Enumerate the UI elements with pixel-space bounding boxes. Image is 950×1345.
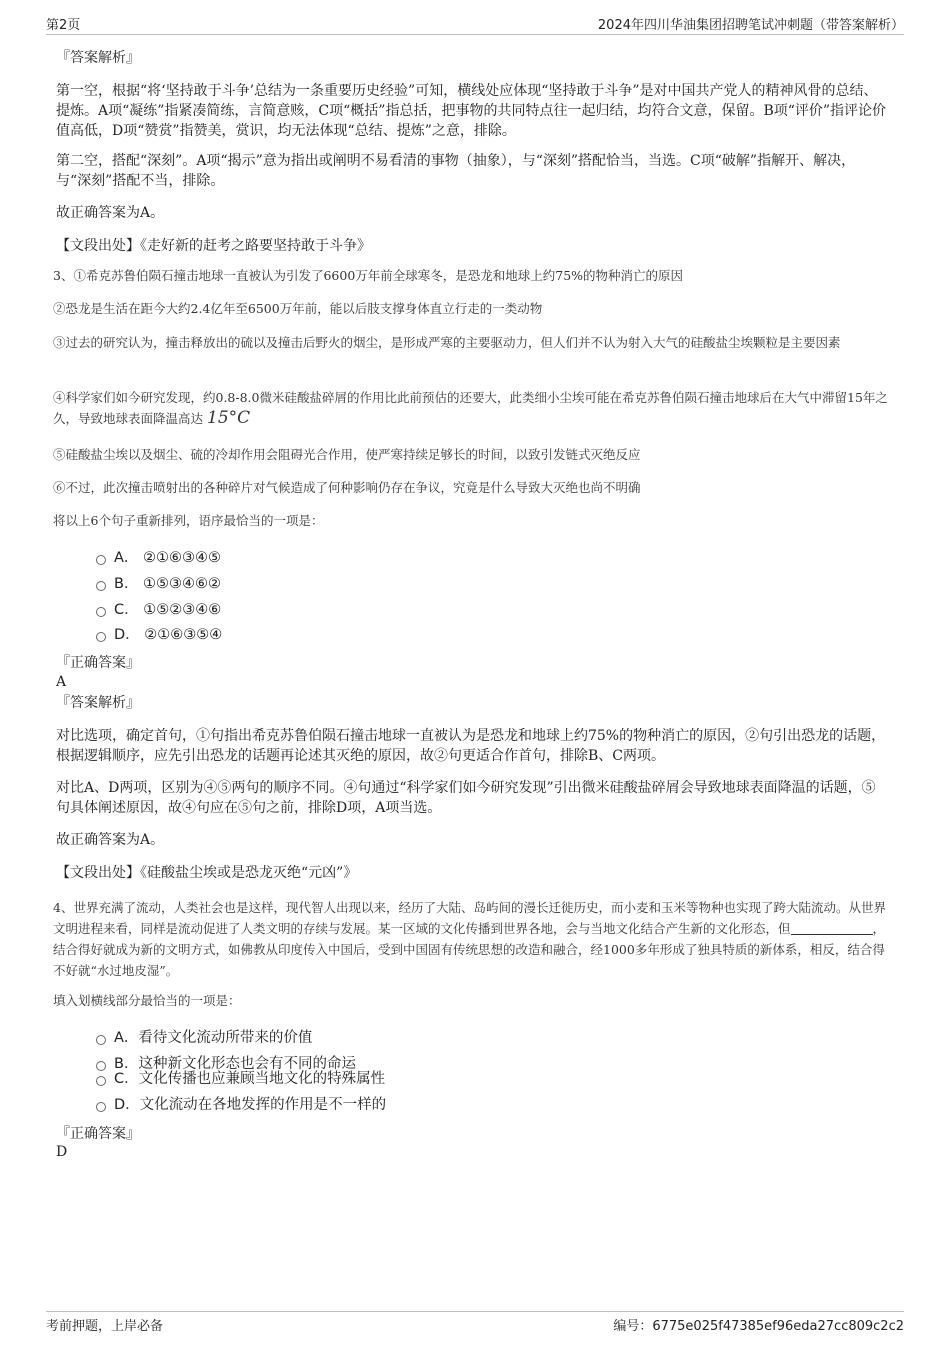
q3-prompt: 将以上6个句子重新排列，语序最恰当的一项是： [53,513,324,528]
q3-option-d[interactable]: D． ②①⑥③⑤④ [96,626,222,644]
q3-sentence-2: ②恐龙是生活在距今大约2.4亿年至6500万年前，能以后肢支撑身体直立行走的一类动物 [53,301,543,316]
page-footer [46,1311,904,1334]
q3-option-b[interactable]: B． ①⑤③④⑥② [96,575,221,593]
radio-icon[interactable] [96,1076,106,1086]
radio-icon[interactable] [96,632,106,642]
q4-option-b[interactable]: B．这种新文化形态也会有不同的命运 [96,1055,356,1073]
q4-passage: 4、世界充满了流动，人类社会也是这样，现代智人出现以来，经历了大陆、岛屿间的漫长迁徙历史，而小麦和玉米等物种也实现了跨大陆流动。从世界文明进程来看，同样是流动促进了人类文明的存续与发展。某一区域的文化传播到世界各地，会与当地文化结合产生新的文化形态，但 ，结合得好就成为新的文明方式，如佛教从印度传入中国后，受到中国固有传统思想的改造和融合，经1000多年形成了独具特质的新体系，相反，结合得不好就“水过地皮湿”。 [53,900,886,978]
analysis-label: 『答案解析』 [56,50,140,66]
q3-analysis-paragraph-2: 对比A、D两项，区别为④⑤两句的顺序不同。④句通过“科学家们如今研究发现”引出微米硅酸盐碎屑会导致地球表面降温的话题，⑤句具体阐述原因，故④句应在⑤句之前，排除D项，A项当选。 [56,780,876,816]
q4-answer: D [56,1144,68,1160]
page-header [46,14,904,35]
radio-icon[interactable] [96,555,106,565]
q3-sentence-5: ⑤硅酸盐尘埃以及烟尘、硫的冷却作用会阻碍光合作用，使严寒持续足够长的时间，以致引发链式灭绝反应 [53,447,641,462]
q3-answer-label: 『正确答案』 [56,655,140,671]
radio-icon[interactable] [96,1035,106,1045]
footer-slogan: 考前押题，上岸必备 [46,1319,164,1334]
q3-source-reference: 【文段出处】《硅酸盐尘埃或是恐龙灭绝“元凶”》 [56,865,358,881]
temperature-formula: 15°C [207,408,251,428]
source-reference: 【文段出处】《走好新的赶考之路要坚持敢于斗争》 [56,238,371,254]
q4-answer-label: 『正确答案』 [56,1126,140,1142]
q4-option-a[interactable]: A．看待文化流动所带来的价值 [96,1029,312,1047]
document-title: 2024年四川华油集团招聘笔试冲刺题（带答案解析） [597,18,904,33]
radio-icon[interactable] [96,607,106,617]
q4-prompt: 填入划横线部分最恰当的一项是： [53,993,241,1008]
analysis-paragraph-1: 第一空，根据“将‘坚持敢于斗争’总结为一条重要历史经验”可知，横线处应体现“坚持敢于斗争”是对中国共产党人的精神风骨的总结、提炼。A项“凝练”指紧凑简练，言简意赅，C项“概括”指总括，把事物的共同特点往一起归结，均符合文意，保留。B项“评价”指评论价值高低，D项“赞赏”指赞美，赏识，均无法体现“总结、提炼”之意，排除。 [56,83,887,139]
q3-sentence-4 [53,387,889,429]
q3-analysis-paragraph-1: 对比选项，确定首句，①句指出希克苏鲁伯陨石撞击地球一直被认为是恐龙和地球上约75%的物种消亡的原因，②句引出恐龙的话题，根据逻辑顺序，应先引出恐龙的话题再论述其灭绝的原因，故②句更适合作首句，排除B、C两项。 [56,728,886,764]
radio-icon[interactable] [96,1102,106,1112]
analysis-conclusion: 故正确答案为A。 [56,205,165,221]
page-number: 第2页 [46,18,81,33]
radio-icon[interactable] [96,581,106,591]
q3-option-a[interactable]: A． ②①⑥③④⑤ [96,549,221,567]
q4-option-d[interactable]: D．文化流动在各地发挥的作用是不一样的 [96,1096,386,1114]
q3-option-c[interactable]: C． ①⑤②③④⑥ [96,601,221,619]
q3-sentence-1: 3、①希克苏鲁伯陨石撞击地球一直被认为引发了6600万年前全球寒冬，是恐龙和地球上约75%的物种消亡的原因 [53,268,684,283]
document-id: 编号：6775e025f47385ef96eda27cc809c2c2 [613,1319,904,1334]
q3-sentence-3: ③过去的研究认为，撞击释放出的硫以及撞击后野火的烟尘，是形成严寒的主要驱动力，但人们并不认为射入大气的硅酸盐尘埃颗粒是主要因素 [53,335,841,350]
fill-in-blank [791,922,873,935]
analysis-paragraph-2: 第二空，搭配“深刻”。A项“揭示”意为指出或阐明不易看清的事物（抽象），与“深刻”搭配恰当，当选。C项“破解”指解开、解决，与“深刻”搭配不当，排除。 [56,153,856,189]
q4-option-c[interactable]: C．文化传播也应兼顾当地文化的特殊属性 [96,1070,385,1088]
q3-answer: A [56,674,67,690]
q3-sentence-4-text: ④科学家们如今研究发现，约0.8-8.0微米硅酸盐碎屑的作用比此前预估的还要大，此类细小尘埃可能在希克苏鲁伯陨石撞击地球后在大气中滞留15年之久，导致地球表面降温高达 [53,390,888,426]
q3-sentence-6: ⑥不过，此次撞击喷射出的各种碎片对气候造成了何种影响仍存在争议，究竟是什么导致大灭绝也尚不明确 [53,480,641,495]
q3-conclusion: 故正确答案为A。 [56,832,165,848]
q3-analysis-label: 『答案解析』 [56,695,140,711]
